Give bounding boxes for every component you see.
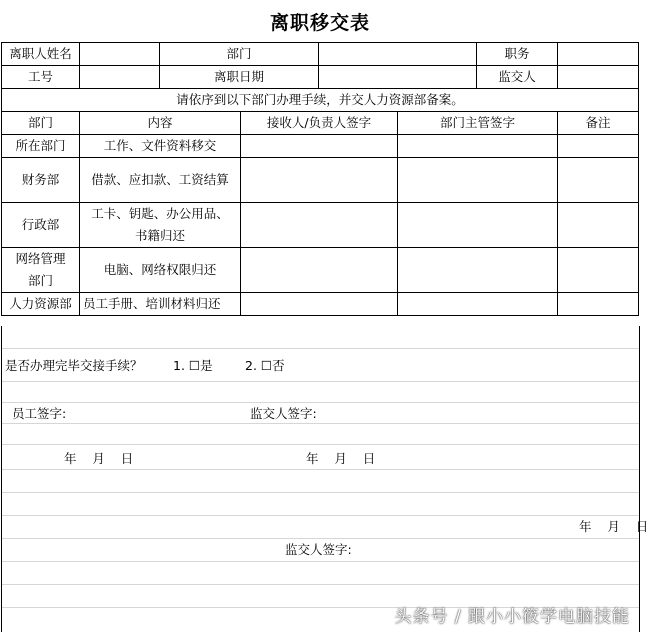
grid-line — [2, 515, 639, 516]
completion-question: 是否办理完毕交接手续？ — [5, 358, 143, 373]
table-row — [2, 248, 639, 293]
name-label: 离职人姓名 — [2, 43, 80, 66]
dept-line: 部门 — [27, 273, 53, 288]
supervisor-label: 监交人 — [477, 66, 558, 89]
supervisor-signature-label-2: 监交人签字: — [285, 542, 352, 557]
name-field[interactable] — [80, 43, 160, 66]
grid-line — [2, 584, 639, 585]
date-right: 年 月 日 — [306, 451, 376, 466]
supervisor-signature-label: 监交人签字: — [250, 406, 317, 421]
employee-signature-label: 员工签字: — [12, 406, 67, 421]
grid-line — [2, 348, 639, 349]
content-cell — [80, 203, 241, 248]
dept-cell: 财务部 — [2, 158, 80, 203]
dept-cell — [2, 248, 80, 293]
id-field[interactable] — [80, 66, 160, 89]
grid-line — [2, 423, 639, 424]
date-left: 年 月 日 — [64, 451, 134, 466]
content-cell: 借款、应扣款、工资结算 — [80, 158, 241, 203]
option-yes[interactable]: 1. ☐是 — [173, 358, 213, 373]
grid-line — [2, 381, 639, 382]
table-row — [2, 89, 639, 112]
dept-label: 部门 — [160, 43, 319, 66]
remark-cell[interactable] — [558, 293, 639, 316]
receiver-cell[interactable] — [241, 248, 398, 293]
signature-area — [1, 326, 648, 632]
grid-line — [2, 561, 639, 562]
manager-cell[interactable] — [398, 203, 558, 248]
handover-table — [1, 42, 639, 316]
dept-cell: 人力资源部 — [2, 293, 80, 316]
position-label: 职务 — [477, 43, 558, 66]
header-manager: 部门主管签字 — [398, 112, 558, 135]
date-field[interactable] — [319, 66, 477, 89]
dept-field[interactable] — [319, 43, 477, 66]
receiver-cell[interactable] — [241, 203, 398, 248]
content-cell: 工作、文件资料移交 — [80, 135, 241, 158]
header-content: 内容 — [80, 112, 241, 135]
receiver-cell[interactable] — [241, 158, 398, 203]
receiver-cell[interactable] — [241, 293, 398, 316]
content-cell: 员工手册、培训材料归还 — [80, 293, 241, 316]
grid-line — [2, 469, 639, 470]
grid-line — [2, 492, 639, 493]
table-row — [2, 203, 639, 248]
remark-cell[interactable] — [558, 158, 639, 203]
remark-cell[interactable] — [558, 203, 639, 248]
dept-cell: 所在部门 — [2, 135, 80, 158]
manager-cell[interactable] — [398, 158, 558, 203]
manager-cell[interactable] — [398, 248, 558, 293]
id-label: 工号 — [2, 66, 80, 89]
receiver-cell[interactable] — [241, 135, 398, 158]
grid-line — [2, 402, 639, 403]
date-label: 离职日期 — [160, 66, 319, 89]
remark-cell[interactable] — [558, 135, 639, 158]
content-line: 书籍归还 — [134, 228, 185, 243]
manager-cell[interactable] — [398, 135, 558, 158]
header-remark: 备注 — [558, 112, 639, 135]
remark-cell[interactable] — [558, 248, 639, 293]
header-dept: 部门 — [2, 112, 80, 135]
table-row — [2, 66, 639, 89]
grid-line — [2, 444, 639, 445]
dept-cell: 行政部 — [2, 203, 80, 248]
option-no[interactable]: 2. ☐否 — [245, 358, 285, 373]
watermark-text: 头条号 / 跟小小筱学电脑技能 — [394, 607, 630, 627]
date-far-right: 年 月 日 — [579, 519, 648, 534]
manager-cell[interactable] — [398, 293, 558, 316]
table-row — [2, 293, 639, 316]
form-title: 离职移交表 — [269, 11, 370, 34]
position-field[interactable] — [558, 43, 639, 66]
content-line: 工卡、钥匙、办公用品、 — [91, 206, 229, 221]
table-row — [2, 43, 639, 66]
header-receiver: 接收人/负责人签字 — [241, 112, 398, 135]
instruction-text: 请依序到以下部门办理手续，并交人力资源部备案。 — [2, 89, 639, 112]
header-row — [2, 112, 639, 135]
dept-line: 网络管理 — [15, 251, 66, 266]
table-row — [2, 158, 639, 203]
content-cell: 电脑、网络权限归还 — [80, 248, 241, 293]
table-row — [2, 135, 639, 158]
supervisor-field[interactable] — [558, 66, 639, 89]
grid-line — [2, 538, 639, 539]
